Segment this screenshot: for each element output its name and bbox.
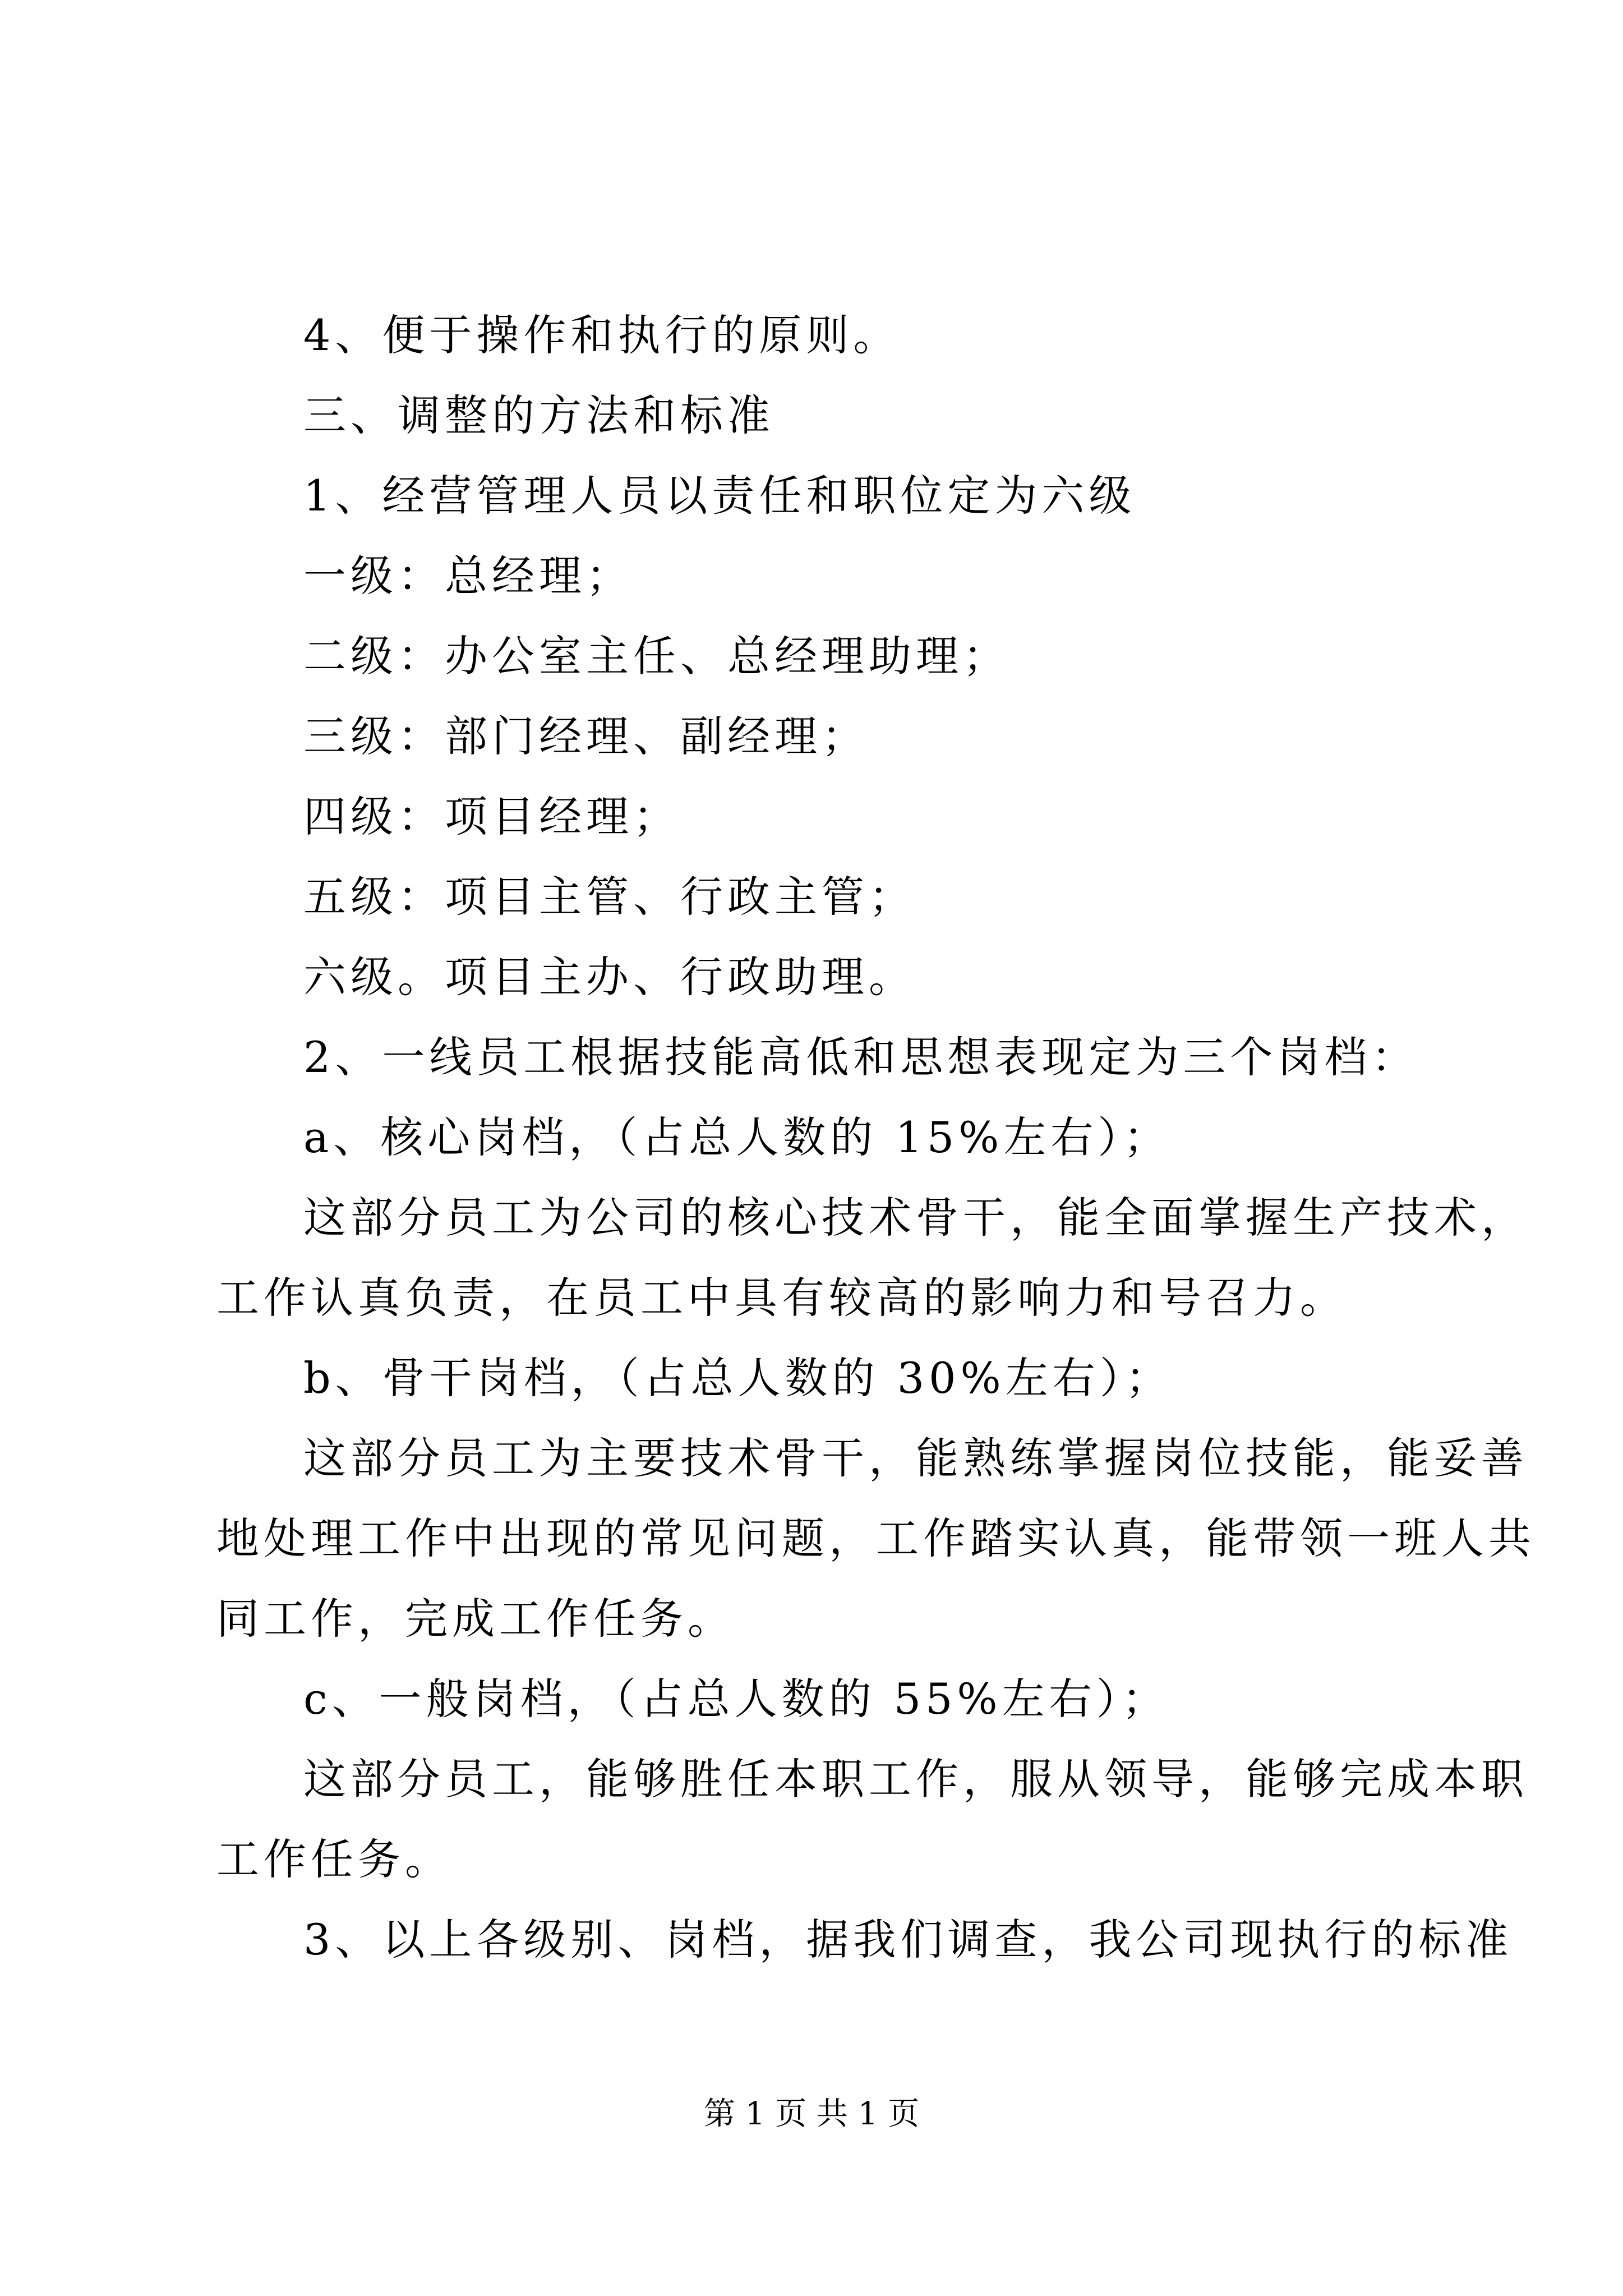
body-line-18: c、一般岗档，（占总人数的 55%左右）；: [303, 1674, 1169, 1724]
section-heading: 三、调整的方法和标准: [303, 390, 774, 440]
body-line-4: 一级：总经理；: [303, 551, 633, 601]
page-number-footer: 第 1 页 共 1 页: [703, 2096, 920, 2132]
body-line-15: 这部分员工为主要技术骨干，能熟练掌握岗位技能，能妥善: [303, 1433, 1528, 1483]
body-line-11: a、核心岗档，（占总人数的 15%左右）；: [303, 1112, 1171, 1162]
body-line-5: 二级：办公室主任、总经理助理；: [303, 631, 1010, 681]
body-line-3: 1、经营管理人员以责任和职位定为六级: [303, 471, 1136, 521]
body-line-12: 这部分员工为公司的核心技术骨干，能全面掌握生产技术，: [303, 1193, 1528, 1243]
body-line-8: 五级：项目主管、行政主管；: [303, 872, 916, 922]
body-line-9: 六级。项目主办、行政助理。: [303, 952, 916, 1002]
body-line-19: 这部分员工，能够胜任本职工作，服从领导，能够完成本职: [303, 1754, 1528, 1804]
body-line-16: 地处理工作中出现的常见问题，工作踏实认真，能带领一班人共: [216, 1513, 1536, 1563]
body-line-20: 工作任务。: [216, 1834, 452, 1884]
body-line-7: 四级：项目经理；: [303, 792, 680, 841]
body-line-13: 工作认真负责，在员工中具有较高的影响力和号召力。: [216, 1273, 1347, 1323]
body-line-14: b、骨干岗档，（占总人数的 30%左右）；: [303, 1353, 1173, 1403]
body-line-1: 4、便于操作和执行的原则。: [303, 310, 901, 360]
body-line-10: 2、一线员工根据技能高低和思想表现定为三个岗档：: [303, 1032, 1419, 1082]
body-line-21: 3、以上各级别、岗档，据我们调查，我公司现执行的标准: [303, 1915, 1513, 1964]
body-line-6: 三级：部门经理、副经理；: [303, 711, 869, 761]
body-line-17: 同工作，完成工作任务。: [216, 1594, 735, 1644]
